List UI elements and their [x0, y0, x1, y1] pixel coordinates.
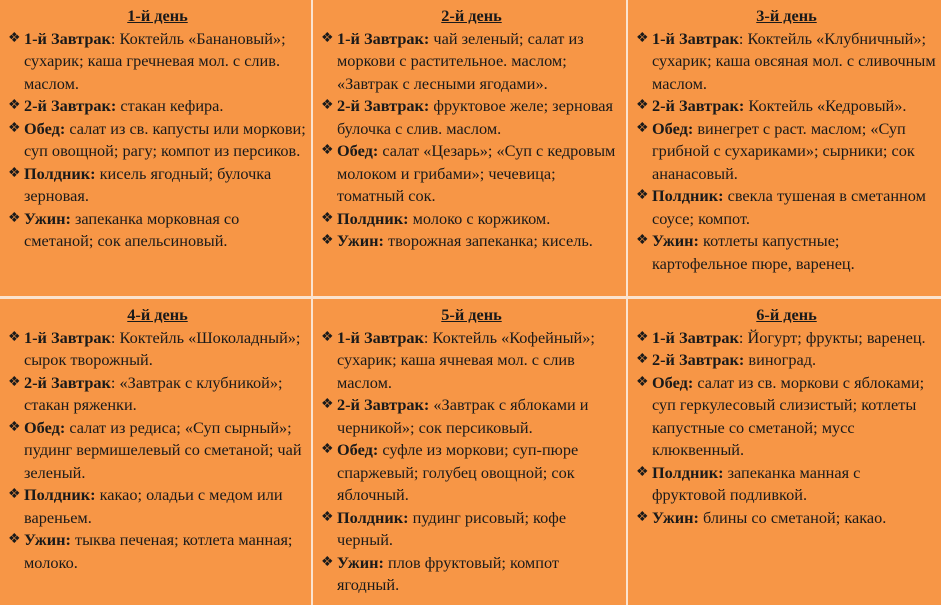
meal-text: [652, 462, 937, 507]
meal-description: запеканка морковная со сметаной; сок апельсиновый.: [24, 208, 240, 250]
meal-text: [24, 372, 307, 417]
diamond-bullet-icon: ❖: [321, 233, 334, 248]
meal-label: 1-й Завтрак:: [337, 28, 430, 48]
meal-item: [636, 95, 937, 118]
meal-text: [652, 372, 937, 462]
meal-description: салат «Цезарь»; «Суп с кедровым молоком и грибами»; чечевица; томатный сок.: [337, 141, 616, 205]
meal-label: Полдник:: [337, 208, 409, 228]
day-cell: [628, 299, 941, 605]
meal-description: свекла тушеная в сметанном соусе; компот.: [652, 186, 926, 228]
meal-separator: :: [738, 28, 744, 48]
meal-label: Ужин:: [337, 231, 384, 250]
meal-text: [337, 394, 622, 439]
diamond-bullet-icon: ❖: [636, 188, 649, 203]
diamond-bullet-icon: ❖: [8, 98, 21, 113]
meal-item: [8, 529, 307, 574]
meal-text: [652, 28, 937, 96]
meal-label: 1-й Завтрак: [337, 327, 424, 347]
day-title: 2-й день: [441, 6, 502, 25]
diamond-bullet-icon: ❖: [321, 143, 334, 158]
diamond-bullet-icon: ❖: [8, 487, 21, 502]
meal-item: [636, 230, 937, 275]
meal-text: [24, 529, 307, 574]
meal-item: [321, 140, 622, 208]
day-title: 1-й день: [127, 6, 188, 25]
day-cell: [628, 0, 941, 299]
meal-label: Обед:: [652, 372, 694, 392]
diamond-bullet-icon: ❖: [321, 210, 334, 226]
meal-label: Обед:: [24, 118, 66, 138]
diamond-bullet-icon: ❖: [636, 98, 649, 113]
meal-separator: :: [423, 327, 429, 347]
meal-label: Ужин:: [652, 507, 699, 527]
meal-description: какао; оладьи с медом или вареньем.: [24, 485, 283, 527]
meal-label: Ужин:: [337, 552, 384, 572]
diamond-bullet-icon: ❖: [321, 30, 334, 46]
diamond-bullet-icon: ❖: [636, 120, 649, 136]
meal-label: 1-й Завтрак: [652, 327, 739, 347]
meal-label: 1-й Завтрак: [652, 28, 739, 48]
meal-item: [321, 208, 622, 231]
day-cell: [313, 0, 628, 299]
meal-text: [24, 484, 307, 529]
diamond-bullet-icon: ❖: [636, 464, 649, 480]
meal-description: творожная запеканка; кисель.: [383, 231, 593, 250]
meal-label: 2-й Завтрак:: [652, 96, 745, 115]
meal-item: [8, 484, 307, 529]
meal-text: [24, 327, 307, 372]
meal-text: [337, 552, 622, 597]
meal-item: [8, 208, 307, 253]
meal-label: Полдник:: [652, 462, 724, 482]
meal-text: [337, 230, 622, 253]
meal-item: [321, 95, 622, 140]
meal-item: [321, 230, 622, 253]
meal-text: [24, 118, 307, 163]
meal-item: [321, 28, 622, 96]
meal-description: чай зеленый; салат из моркови с растительное. маслом; «Завтрак с лесными ягодами».: [337, 28, 584, 93]
meal-description: кисель ягодный; булочка зерновая.: [24, 163, 272, 205]
meal-label: Полдник:: [24, 485, 96, 504]
meal-description: стакан кефира.: [116, 96, 224, 115]
meal-item: [321, 394, 622, 439]
meal-description: тыква печеная; котлета манная; молоко.: [24, 530, 293, 572]
diamond-bullet-icon: ❖: [8, 329, 21, 345]
meal-description: Йогурт; фрукты; варенец.: [743, 327, 926, 347]
meal-label: 2-й Завтрак:: [337, 96, 430, 115]
meal-text: [337, 140, 622, 208]
meal-text: [652, 327, 937, 350]
day-cell: [0, 299, 313, 605]
meal-label: Полдник:: [652, 186, 724, 205]
meal-text: [652, 185, 937, 230]
meal-description: салат из редиса; «Суп сырный»; пудинг вермишелевый со сметаной; чай зеленый.: [24, 417, 302, 482]
meal-item: [8, 28, 307, 96]
meal-description: «Завтрак с клубникой»; стакан ряженки.: [24, 372, 283, 414]
meal-label: 1-й Завтрак: [24, 28, 111, 48]
day-title: 3-й день: [756, 6, 817, 25]
diamond-bullet-icon: ❖: [321, 509, 334, 525]
meal-separator: :: [738, 327, 744, 347]
day-cell: [313, 299, 628, 605]
meal-description: суфле из моркови; суп-пюре спаржевый; голубец овощной; сок яблочный.: [337, 440, 579, 504]
meal-item: [321, 552, 622, 597]
meal-item: [8, 118, 307, 163]
meal-text: [337, 507, 622, 552]
meal-description: запеканка манная с фруктовой подливкой.: [652, 462, 861, 504]
diamond-bullet-icon: ❖: [321, 397, 334, 412]
meal-description: блины со сметаной; какао.: [698, 507, 887, 527]
meal-text: [337, 439, 622, 507]
meal-separator: :: [110, 327, 116, 347]
meal-label: Полдник:: [24, 163, 96, 183]
meal-description: пудинг рисовый; кофе черный.: [337, 507, 567, 549]
day-title: 6-й день: [756, 305, 817, 324]
diamond-bullet-icon: ❖: [636, 233, 649, 248]
meal-item: [636, 28, 937, 96]
meal-text: [652, 118, 937, 186]
meal-text: [337, 327, 622, 395]
meal-item: [8, 163, 307, 208]
meal-description: молоко с коржиком.: [408, 208, 551, 228]
meal-text: [337, 208, 622, 231]
diamond-bullet-icon: ❖: [636, 509, 649, 525]
meal-description: Коктейль «Шоколадный»; сырок творожный.: [24, 327, 301, 369]
meal-label: Ужин:: [24, 530, 71, 549]
meal-item: [636, 349, 937, 372]
diamond-bullet-icon: ❖: [8, 532, 21, 547]
meal-item: [321, 439, 622, 507]
meal-description: фруктовое желе; зерновая булочка с слив. маслом.: [337, 96, 614, 138]
meal-item: [636, 372, 937, 462]
meal-text: [337, 95, 622, 140]
meal-text: [337, 28, 622, 96]
meal-item: [636, 462, 937, 507]
diamond-bullet-icon: ❖: [636, 352, 649, 367]
diamond-bullet-icon: ❖: [8, 419, 21, 435]
meal-description: салат из св. капусты или моркови; суп овощной; рагу; компот из персиков.: [24, 118, 306, 160]
meal-label: Обед:: [652, 118, 694, 138]
meal-label: Обед:: [24, 417, 66, 437]
meal-item: [636, 507, 937, 530]
meal-label: Полдник:: [337, 507, 409, 527]
meal-description: Коктейль «Банановый»; сухарик; каша гречневая мол. с слив. маслом.: [24, 28, 286, 93]
meal-item: [636, 118, 937, 186]
meal-item: [8, 417, 307, 485]
meal-item: [8, 95, 307, 118]
diamond-bullet-icon: ❖: [8, 120, 21, 136]
meal-separator: :: [110, 28, 116, 48]
meal-item: [321, 327, 622, 395]
meal-text: [24, 163, 307, 208]
diamond-bullet-icon: ❖: [321, 554, 334, 570]
meal-text: [24, 95, 307, 118]
meal-label: 1-й Завтрак: [24, 327, 111, 347]
day-cell: [0, 0, 313, 299]
meal-label: 2-й Завтрак:: [652, 350, 745, 369]
meal-text: [652, 95, 937, 118]
meal-item: [321, 507, 622, 552]
meal-label: 2-й Завтрак:: [337, 395, 430, 414]
diamond-bullet-icon: ❖: [636, 374, 649, 390]
meal-label: Ужин:: [652, 231, 699, 250]
meal-description: плов фруктовый; компот ягодный.: [337, 552, 559, 594]
meal-item: [8, 372, 307, 417]
meal-description: Коктейль «Кофейный»; сухарик; каша ячневая мол. с слив маслом.: [337, 327, 595, 392]
meal-separator: :: [110, 372, 116, 392]
diamond-bullet-icon: ❖: [636, 30, 649, 46]
meal-text: [652, 349, 937, 372]
meal-description: «Завтрак с яблоками и черникой»; сок персиковый.: [337, 395, 589, 437]
meal-label: Обед:: [337, 141, 379, 160]
meal-description: Коктейль «Клубничный»; сухарик; каша овсяная мол. с сливочным маслом.: [652, 28, 936, 93]
day-title: 4-й день: [127, 305, 188, 324]
diamond-bullet-icon: ❖: [8, 30, 21, 46]
meal-label: Обед:: [337, 440, 379, 459]
diamond-bullet-icon: ❖: [8, 165, 21, 181]
meal-text: [652, 507, 937, 530]
day-title: 5-й день: [441, 305, 502, 324]
meal-description: виноград.: [744, 350, 817, 369]
meal-text: [24, 28, 307, 96]
meal-description: винегрет с раст. маслом; «Суп грибной с сухариками»; сырники; сок ананасовый.: [652, 118, 915, 183]
meal-item: [636, 327, 937, 350]
diamond-bullet-icon: ❖: [636, 329, 649, 345]
diamond-bullet-icon: ❖: [8, 210, 21, 226]
diamond-bullet-icon: ❖: [8, 374, 21, 390]
meal-text: [24, 208, 307, 253]
meal-description: Коктейль «Кедровый».: [744, 96, 907, 115]
meal-item: [636, 185, 937, 230]
diamond-bullet-icon: ❖: [321, 329, 334, 345]
meal-text: [652, 230, 937, 275]
meal-description: салат из св. моркови с яблоками; суп геркулесовый слизистый; котлеты капустные со сметаной; мусс клюквенный.: [652, 372, 925, 459]
meal-label: Ужин:: [24, 208, 71, 228]
meal-label: 2-й Завтрак: [24, 372, 111, 392]
meal-text: [24, 417, 307, 485]
diamond-bullet-icon: ❖: [321, 98, 334, 113]
meal-item: [8, 327, 307, 372]
meal-description: котлеты капустные; картофельное пюре, варенец.: [652, 231, 855, 273]
diamond-bullet-icon: ❖: [321, 442, 334, 457]
meal-label: 2-й Завтрак:: [24, 96, 117, 115]
